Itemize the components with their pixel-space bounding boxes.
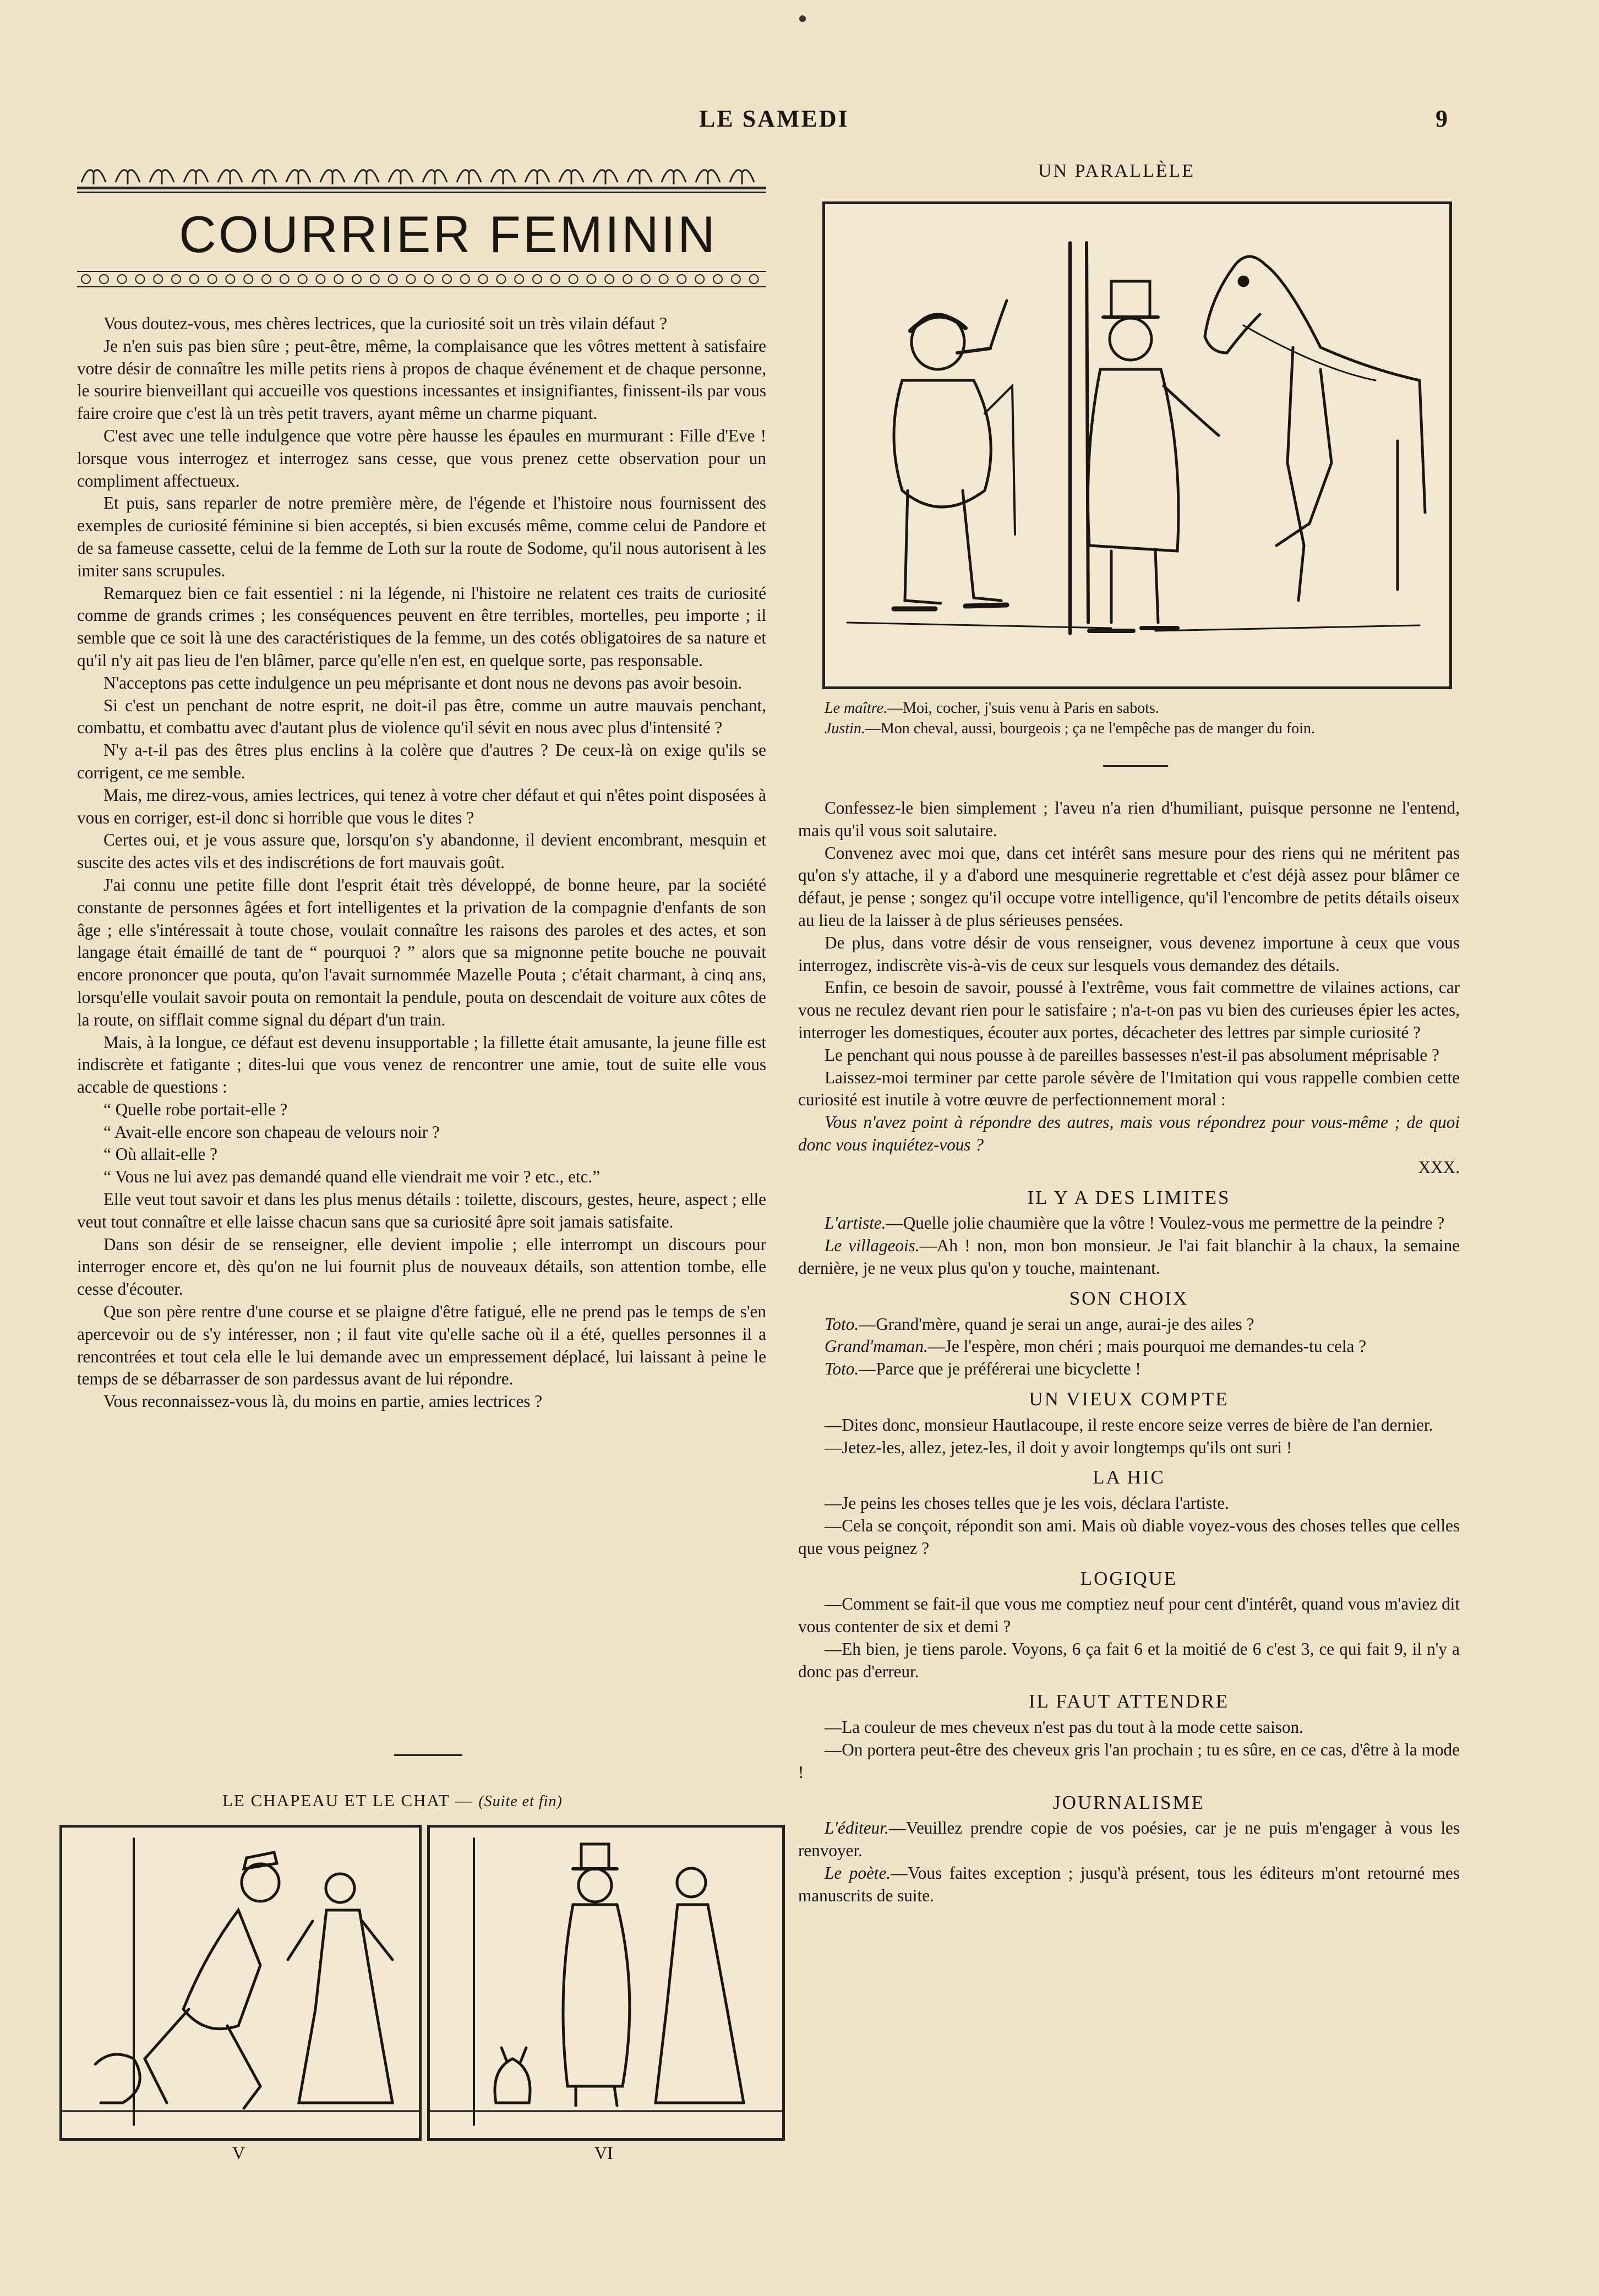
joke-line bbox=[798, 1739, 1460, 1784]
circle-motif bbox=[370, 275, 379, 283]
joke-text: —Ah ! non, mon bon monsieur. Je l'ai fait blanchir à la chaux, la semaine dernière, je ne veux plus qu'on y touche, maintenant. bbox=[798, 1236, 1460, 1278]
joke-speaker: L'artiste. bbox=[825, 1213, 886, 1233]
panel-vi-illustration bbox=[430, 1828, 782, 2138]
joke-line bbox=[798, 1817, 1460, 1862]
ornament-motif bbox=[389, 170, 413, 184]
article-paragraph: “ Quelle robe portait-elle ? bbox=[103, 1099, 288, 1119]
bottom-figure-subtitle: (Suite et fin) bbox=[478, 1793, 563, 1810]
circle-motif bbox=[732, 275, 740, 283]
circle-motif bbox=[496, 275, 505, 283]
masthead: LE SAMEDI bbox=[699, 105, 849, 132]
joke-speaker: Toto. bbox=[825, 1359, 859, 1379]
cartoon-un-parallele bbox=[822, 201, 1452, 689]
circle-motif bbox=[334, 275, 343, 283]
joke-line bbox=[798, 1235, 1460, 1280]
article-signature: XXX. bbox=[1418, 1157, 1460, 1177]
ornament-motif bbox=[559, 170, 583, 184]
print-dot bbox=[799, 15, 806, 22]
cartoon-panel-v bbox=[59, 1825, 422, 2141]
caption-rule bbox=[1103, 765, 1168, 767]
article-paragraph: Certes oui, et je vous assure que, lorsqu'on s'y abandonne, il devient encombrant, mesquin et suscite des actes vils et des indiscrétions de fort mauvais goût. bbox=[77, 830, 766, 872]
joke-speaker: Le villageois. bbox=[825, 1236, 920, 1256]
circle-motif bbox=[695, 275, 704, 283]
ornament-motif bbox=[730, 170, 754, 184]
article-paragraph: Dans son désir de se renseigner, elle devient impolie ; elle interrompt un discours pour interroger encore et, dès qu'on ne lui fournit plus de nouveaux détails, son attention tombe, elle cesse d'écouter. bbox=[77, 1234, 766, 1299]
panel-label-vi: VI bbox=[594, 2143, 613, 2163]
circle-motif bbox=[172, 275, 181, 283]
circle-motif bbox=[100, 275, 108, 283]
joke-text: —Parce que je préférerai une bicyclette ! bbox=[859, 1359, 1141, 1379]
joke-line bbox=[798, 1716, 1460, 1739]
article-paragraph: N'y a-t-il pas des êtres plus enclins à la colère que d'autres ? De ceux-là on exige qu'ils se corrigent, ce me semble. bbox=[77, 740, 766, 782]
article-paragraph: “ Où allait-elle ? bbox=[103, 1144, 217, 1164]
panel-v-illustration bbox=[62, 1828, 419, 2138]
article-paragraph: Confessez-le bien simplement ; l'aveu n'a rien d'humiliant, puisque personne ne l'entend, mais qu'il vous soit salutaire. bbox=[798, 798, 1460, 840]
circle-motif bbox=[208, 275, 217, 283]
joke-line bbox=[798, 1414, 1460, 1437]
joke-line bbox=[798, 1313, 1460, 1336]
ornament-motif bbox=[320, 170, 345, 184]
circle-motif bbox=[587, 275, 596, 283]
joke-title: JOURNALISME bbox=[1052, 1791, 1205, 1813]
circle-motif bbox=[551, 275, 560, 283]
article-paragraph: Elle veut tout savoir et dans les plus menus détails : toilette, discours, gestes, heure, aspect ; elle veut tout connaître et elle laisse chacun sans que sa curiosité âpre soit jamais satisfaite. bbox=[77, 1190, 766, 1231]
ornament-bar bbox=[77, 162, 766, 195]
circle-motif bbox=[677, 275, 686, 283]
article-paragraph: Enfin, ce besoin de savoir, poussé à l'extrême, vous fait commettre de vilaines actions, car vous ne reculez devant rien pour le satisfaire ; n'a-t-on pas vu bien des curieuses épier les actes, interroger les domestiques, écouter aux portes, décacheter des lettres par simple curiosité ? bbox=[798, 978, 1460, 1042]
joke-line bbox=[798, 1593, 1460, 1638]
ornament-motif bbox=[491, 170, 515, 184]
ornament-motif bbox=[627, 170, 652, 184]
circle-motif bbox=[750, 275, 758, 283]
circle-motif bbox=[569, 275, 578, 283]
joke-line bbox=[798, 1212, 1460, 1235]
circle-motif bbox=[424, 275, 433, 283]
circle-motif bbox=[135, 275, 144, 283]
panel-label-v: V bbox=[232, 2143, 245, 2163]
figure-title: UN PARALLÈLE bbox=[1038, 161, 1196, 181]
ornament-motif bbox=[525, 170, 549, 184]
joke-title: SON CHOIX bbox=[1069, 1287, 1189, 1309]
joke-text: —Jetez-les, allez, jetez-les, il doit y avoir longtemps qu'ils ont suri ! bbox=[825, 1437, 1292, 1457]
article-paragraph: Et puis, sans reparler de notre première mère, de l'égende et l'histoire nous fournissent des exemples de curiosité féminine si bien acceptés, si bien excusés même, comme celui de Pandore et de sa fameuse cassette, celui de la femme de Loth sur la route de Sodome, qu'il nous autorisent à les imiter sans scrupules. bbox=[77, 493, 766, 580]
ornament-motif bbox=[252, 170, 276, 184]
ornament-motif bbox=[150, 170, 174, 184]
joke-title: IL FAUT ATTENDRE bbox=[1028, 1690, 1230, 1713]
ornament-motif bbox=[423, 170, 447, 184]
page-number: 9 bbox=[1436, 105, 1448, 132]
joke-speaker: Le poète. bbox=[825, 1863, 891, 1883]
article-paragraph: Remarquez bien ce fait essentiel : ni la légende, ni l'histoire ne relatent ces traits de curiosité comme de grands crimes ; les conséquences peuvent en être terribles, mortelles, peu importe ; il semble que ce soit là une des caractéristiques de la femme, un des cotés obligatoires de sa nature et qu'il n'y ait pas lieu de l'en blâmer, parce qu'elle n'en est, en quelque sorte, pas responsable. bbox=[77, 583, 766, 670]
joke-speaker: L'éditeur. bbox=[825, 1818, 889, 1838]
joke-text: —On portera peut-être des cheveux gris l'an prochain ; tu es sûre, en ce cas, d'être à la mode ! bbox=[798, 1740, 1460, 1782]
joke-title: LOGIQUE bbox=[1080, 1567, 1178, 1589]
circle-motif bbox=[280, 275, 289, 283]
joke-title: IL Y A DES LIMITES bbox=[1027, 1186, 1231, 1208]
right-column bbox=[798, 797, 1460, 1907]
article-end-rule bbox=[394, 1754, 462, 1756]
ornament-motif bbox=[696, 170, 720, 184]
circle-motif bbox=[406, 275, 415, 283]
joke-text: —Veuillez prendre copie de vos poésies, car je ne puis m'engager à vous les renvoyer. bbox=[798, 1818, 1460, 1861]
joke-line bbox=[798, 1437, 1460, 1459]
joke-title: LA HIC bbox=[1093, 1466, 1165, 1488]
joke-title: UN VIEUX COMPTE bbox=[1029, 1388, 1229, 1410]
circle-motif bbox=[298, 275, 307, 283]
ornament-motif bbox=[593, 170, 618, 184]
ornament-motif bbox=[116, 170, 140, 184]
joke-line bbox=[798, 1862, 1460, 1907]
circle-motif bbox=[389, 275, 397, 283]
article-paragraph: Mais, à la longue, ce défaut est devenu insupportable ; la fillette était amusante, la jeune fille est indiscrète et fatigante ; dites-lui que vous venez de rencontrer une amie, tout de suite elle vous accable de questions : bbox=[77, 1032, 766, 1097]
joke-line bbox=[798, 1335, 1460, 1358]
bottom-figure-title bbox=[222, 1791, 563, 1810]
joke-line bbox=[798, 1492, 1460, 1515]
article-paragraph: Mais, me direz-vous, amies lectrices, qui tenez à votre cher défaut et qui n'êtes point disposées à vous en corriger, est-il donc si horrible que vous le dites ? bbox=[77, 785, 766, 827]
article-paragraph: Le penchant qui nous pousse à de pareilles bassesses n'est-il pas absolument méprisable ? bbox=[825, 1045, 1439, 1065]
joke-text: —Je l'espère, mon chéri ; mais pourquoi me demandes-tu cela ? bbox=[927, 1337, 1367, 1356]
article-paragraph: Que son père rentre d'une course et se plaigne d'être fatigué, elle ne prend pas le temps de s'en apercevoir ou de s'y intéresser, non ; il faut vite qu'elle sache où il a été, quelles personnes il a rencontrées et tout cela elle le lui demande avec un empressement déplacé, lui laissant à peine le temps de se débarrasser de son pardessus avant de lui répondre. bbox=[77, 1302, 766, 1389]
ornament-motif bbox=[184, 170, 208, 184]
article-paragraph: J'ai connu une petite fille dont l'esprit était très développé, de bonne heure, par la société constante de personnes âgées et fort intelligentes et la privation de la compagnie d'enfants de son âge ; elle s'intéressait à toute chose, voulait connaître les raisons des paroles et des actes, et son langage était émaillé de tant de “ pourquoi ? ” alors que sa mignonne petite bouche ne pouvait encore prononcer que pouta, qu'on l'avait surnommée Mazelle Pouta ; c'était charmant, à cinq ans, lorsqu'elle voulait savoir pouta on remontait la pendule, pouta on descendait de voiture aux côtes de la route, on sifflait comme signal du départ d'un train. bbox=[77, 875, 766, 1029]
cartoon-caption bbox=[798, 698, 1460, 739]
circle-motif bbox=[533, 275, 542, 283]
ornament-motif bbox=[218, 170, 242, 184]
joke-text: —Quelle jolie chaumière que la vôtre ! Voulez-vous me permettre de la peindre ? bbox=[886, 1213, 1445, 1233]
circle-motif bbox=[154, 275, 162, 283]
joke-text: —Comment se fait-il que vous me comptiez neuf pour cent d'intérêt, quand vous m'aviez dit vous contenter de six et demi ? bbox=[798, 1594, 1460, 1637]
circle-motif bbox=[352, 275, 361, 283]
ornament-motif bbox=[286, 170, 310, 184]
article-paragraph: Si c'est un penchant de notre esprit, ne doit-il pas être, comme un autre mauvais penchant, combattu, et combattu avec d'autant plus de violence qu'il sévit en nous avec plus d'intensité ? bbox=[77, 695, 766, 738]
caption-text: —Moi, cocher, j'suis venu à Paris en sabots. bbox=[887, 700, 1159, 717]
circle-motif bbox=[623, 275, 632, 283]
circle-motif bbox=[461, 275, 470, 283]
circle-motif bbox=[641, 275, 650, 283]
circle-motif bbox=[659, 275, 668, 283]
circle-motif bbox=[443, 275, 451, 283]
article-paragraph: C'est avec une telle indulgence que votre père hausse les épaules en murmurant : Fille d'Eve ! lorsque vous interrogez et interrogez sans cesse, que vous prenez cette observation pour un compliment affectueux. bbox=[77, 426, 766, 490]
ornament-motif bbox=[81, 170, 106, 184]
article-paragraph: Laissez-moi terminer par cette parole sévère de l'Imitation qui vous rappelle combien cette curiosité est inutile à votre œuvre de perfectionnement moral : bbox=[798, 1067, 1460, 1110]
ornament-motif bbox=[662, 170, 686, 184]
article-paragraph: “ Avait-elle encore son chapeau de velours noir ? bbox=[103, 1122, 440, 1142]
circle-rule bbox=[77, 271, 766, 287]
joke-text: —Vous faites exception ; jusqu'à présent, tous les éditeurs m'ont retourné mes manuscrits de suite. bbox=[798, 1863, 1460, 1905]
article-paragraph: De plus, dans votre désir de vous renseigner, vous devenez importune à ceux que vous interrogez, indiscrète vis-à-vis de ceux sur lesquels vous demandez des détails. bbox=[798, 932, 1460, 975]
circle-motif bbox=[515, 275, 523, 283]
joke-text: —Cela se conçoit, répondit son ami. Mais où diable voyez-vous des choses telles que celles que vous peignez ? bbox=[798, 1515, 1460, 1558]
joke-line bbox=[798, 1515, 1460, 1560]
circle-motif bbox=[118, 275, 127, 283]
joke-speaker: Toto. bbox=[825, 1314, 859, 1334]
joke-line bbox=[798, 1358, 1460, 1381]
article-paragraph: Convenez avec moi que, dans cet intérêt sans mesure pour des riens qui ne méritent pas qu'on s'y attache, il y a d'abord une mesquinerie regrettable et c'est déjà assez pour blâmer ce défaut, je pense ; songez qu'il occupe votre intelligence, qu'il l'encombre de petits détails oiseux au lieu de la laisser à de plus sérieuses pensées. bbox=[798, 843, 1460, 930]
circle-motif bbox=[190, 275, 199, 283]
circle-motif bbox=[605, 275, 614, 283]
article-paragraph: N'acceptons pas cette indulgence un peu méprisante et dont nous ne devons pas avoir besoin. bbox=[103, 673, 743, 692]
article-paragraph: Vous doutez-vous, mes chères lectrices, que la curiosité soit un très vilain défaut ? bbox=[103, 314, 667, 333]
circle-motif bbox=[244, 275, 253, 283]
caption-speaker: Justin. bbox=[825, 720, 865, 737]
cartoon-illustration bbox=[825, 204, 1449, 686]
circle-motif bbox=[479, 275, 488, 283]
joke-text: —Eh bien, je tiens parole. Voyons, 6 ça fait 6 et la moitié de 6 c'est 3, ce qui fait 9, il n'y a donc pas d'erreur. bbox=[798, 1639, 1460, 1681]
joke-line bbox=[798, 1638, 1460, 1683]
circle-motif bbox=[316, 275, 325, 283]
joke-text: —Grand'mère, quand je serai un ange, aurai-je des ailes ? bbox=[859, 1314, 1254, 1334]
joke-speaker: Grand'maman. bbox=[825, 1337, 928, 1356]
caption-text: —Mon cheval, aussi, bourgeois ; ça ne l'empêche pas de manger du foin. bbox=[865, 720, 1315, 737]
ornament-motif bbox=[457, 170, 481, 184]
joke-text: —Dites donc, monsieur Hautlacoupe, il reste encore seize verres de bière de l'an dernier. bbox=[825, 1415, 1433, 1435]
caption-speaker: Le maître. bbox=[825, 700, 888, 717]
circle-motif bbox=[226, 275, 234, 283]
article-paragraph: Vous reconnaissez-vous là, du moins en partie, amies lectrices ? bbox=[103, 1392, 543, 1411]
circle-motif bbox=[262, 275, 271, 283]
joke-text: —La couleur de mes cheveux n'est pas du tout à la mode cette saison. bbox=[825, 1717, 1303, 1737]
ornament-motif bbox=[354, 170, 379, 184]
circle-motif bbox=[713, 275, 722, 283]
article-body bbox=[77, 313, 766, 1413]
article-paragraph: “ Vous ne lui avez pas demandé quand elle viendrait me voir ? etc., etc.” bbox=[103, 1167, 601, 1187]
article-title: COURRIER FEMININ bbox=[179, 205, 717, 263]
joke-text: —Je peins les choses telles que je les vois, déclara l'artiste. bbox=[825, 1493, 1229, 1513]
cartoon-panel-vi bbox=[427, 1825, 785, 2141]
bottom-figure-title-text: LE CHAPEAU ET LE CHAT — bbox=[222, 1791, 473, 1810]
article-paragraph: Je n'en suis pas bien sûre ; peut-être, même, la complaisance que les vôtres mettent à satisfaire votre désir de connaître les mille petits riens à propos de chaque événement et de chaque personne, le sourire bienveillant qui accueille vos questions incessantes et insignifiantes, finissent-ils par vous faire croire que c'est là un très petit travers, ayant même un charme piquant. bbox=[77, 336, 766, 423]
article-paragraph: Vous n'avez point à répondre des autres, mais vous répondrez pour vous-même ; de quoi donc vous inquiétez-vous ? bbox=[798, 1112, 1460, 1154]
circle-motif bbox=[81, 275, 90, 283]
